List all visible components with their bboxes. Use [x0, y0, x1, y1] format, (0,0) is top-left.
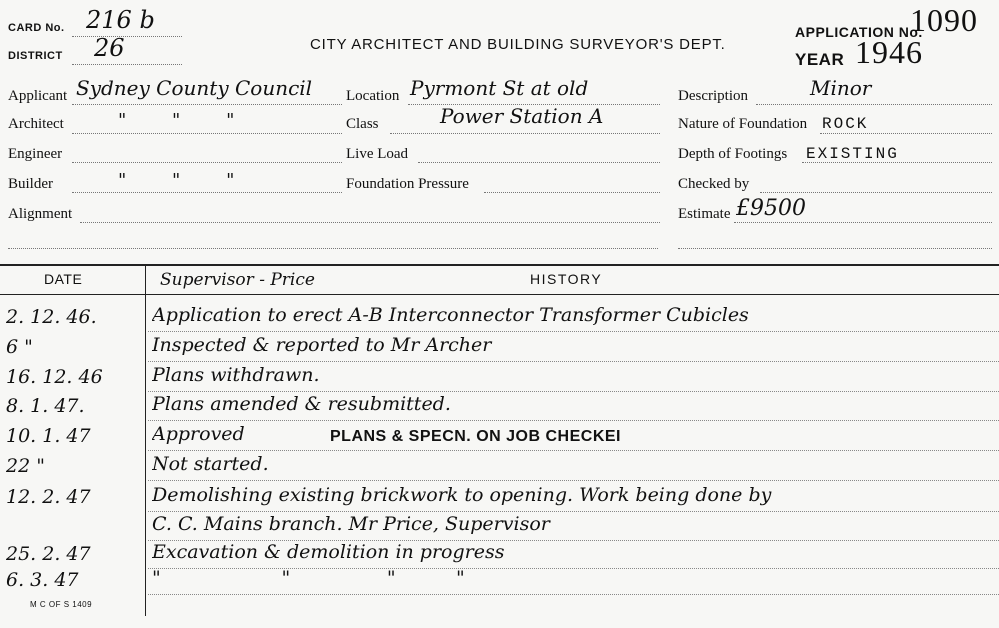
- location-value-line1: Pyrmont St at old: [410, 76, 589, 100]
- year-value: 1946: [855, 34, 923, 70]
- history-row: [0, 484, 999, 514]
- history-row: [0, 304, 999, 334]
- builder-label: Builder: [8, 176, 53, 192]
- description-label: Description: [678, 88, 748, 104]
- card-no-value: 216 b: [86, 6, 155, 34]
- estimate-value: £9500: [736, 196, 806, 221]
- depth-of-footings-value: EXISTING: [806, 145, 899, 163]
- district-value: 26: [94, 34, 125, 62]
- description-value: Minor: [810, 76, 872, 100]
- foundation-pressure-label: Foundation Pressure: [346, 176, 469, 192]
- history-entry: Plans amended & resubmitted.: [152, 393, 451, 415]
- history-entry: " " " ": [152, 567, 465, 589]
- class-label: Class: [346, 116, 379, 132]
- depth-of-footings-label: Depth of Footings: [678, 146, 788, 162]
- checked-stamp: PLANS & SPECN. ON JOB CHECKEI: [330, 428, 621, 445]
- history-row-line: [148, 511, 999, 512]
- engineer-label: Engineer: [8, 146, 63, 162]
- history-row-line: [148, 361, 999, 362]
- history-top-rule: [0, 264, 999, 266]
- year-label: YEAR: [795, 50, 845, 69]
- location-value-line2: Power Station A: [440, 104, 604, 128]
- history-column-header: HISTORY: [530, 271, 603, 287]
- application-label: APPLICATION No.: [795, 24, 923, 40]
- location-label: Location: [346, 88, 400, 104]
- history-row: [0, 364, 999, 394]
- builder-value: " " ": [118, 170, 235, 191]
- history-row: [0, 567, 999, 597]
- history-row-line: [148, 594, 999, 595]
- department-title: CITY ARCHITECT AND BUILDING SURVEYOR'S DEPT.: [310, 36, 726, 53]
- history-entry: Application to erect A-B Interconnector Transformer Cubicles: [152, 304, 749, 326]
- supervisor-note: Supervisor - Price: [160, 270, 315, 290]
- history-date: 6 ": [6, 336, 33, 358]
- history-date: 16. 12. 46: [6, 366, 103, 388]
- history-entry: Not started.: [152, 453, 269, 475]
- estimate-label: Estimate: [678, 206, 731, 222]
- form-code: M C OF S 1409: [30, 600, 93, 609]
- history-date: 8. 1. 47.: [6, 395, 85, 417]
- history-row: [0, 513, 999, 543]
- architect-value: " " ": [118, 110, 235, 131]
- history-row: [0, 453, 999, 483]
- nature-of-foundation-value: ROCK: [822, 115, 869, 133]
- history-date: 6. 3. 47: [6, 569, 79, 591]
- history-row-line: [148, 420, 999, 421]
- history-row-line: [148, 331, 999, 332]
- history-entry: Demolishing existing brickwork to opening. Work being done by: [152, 484, 772, 506]
- date-column-header: DATE: [44, 271, 83, 287]
- history-header-rule: [0, 294, 999, 295]
- nature-of-foundation-label: Nature of Foundation: [678, 116, 808, 132]
- live-load-label: Live Load: [346, 146, 409, 162]
- history-row: [0, 334, 999, 364]
- history-date: 25. 2. 47: [6, 543, 91, 565]
- history-entry: Approved: [152, 423, 245, 445]
- architect-label: Architect: [8, 116, 64, 132]
- checked-by-label: Checked by: [678, 176, 750, 192]
- history-row-line: [148, 450, 999, 451]
- history-date: 2. 12. 46.: [6, 306, 97, 328]
- alignment-label: Alignment: [8, 206, 73, 222]
- history-entry: Inspected & reported to Mr Archer: [152, 334, 492, 356]
- history-row-line: [148, 391, 999, 392]
- application-number: 1090: [910, 2, 978, 38]
- history-date: 10. 1. 47: [6, 425, 91, 447]
- applicant-label: Applicant: [8, 88, 68, 104]
- history-date: 12. 2. 47: [6, 486, 91, 508]
- history-row-line: [148, 480, 999, 481]
- card-no-label: CARD No.: [8, 22, 65, 34]
- applicant-value: Sydney County Council: [76, 76, 313, 100]
- history-entry: Plans withdrawn.: [152, 364, 320, 386]
- history-entry: C. C. Mains branch. Mr Price, Supervisor: [152, 513, 550, 535]
- history-row: [0, 393, 999, 423]
- history-entry: Excavation & demolition in progress: [152, 541, 505, 563]
- district-label: DISTRICT: [8, 50, 63, 62]
- history-date: 22 ": [6, 455, 45, 477]
